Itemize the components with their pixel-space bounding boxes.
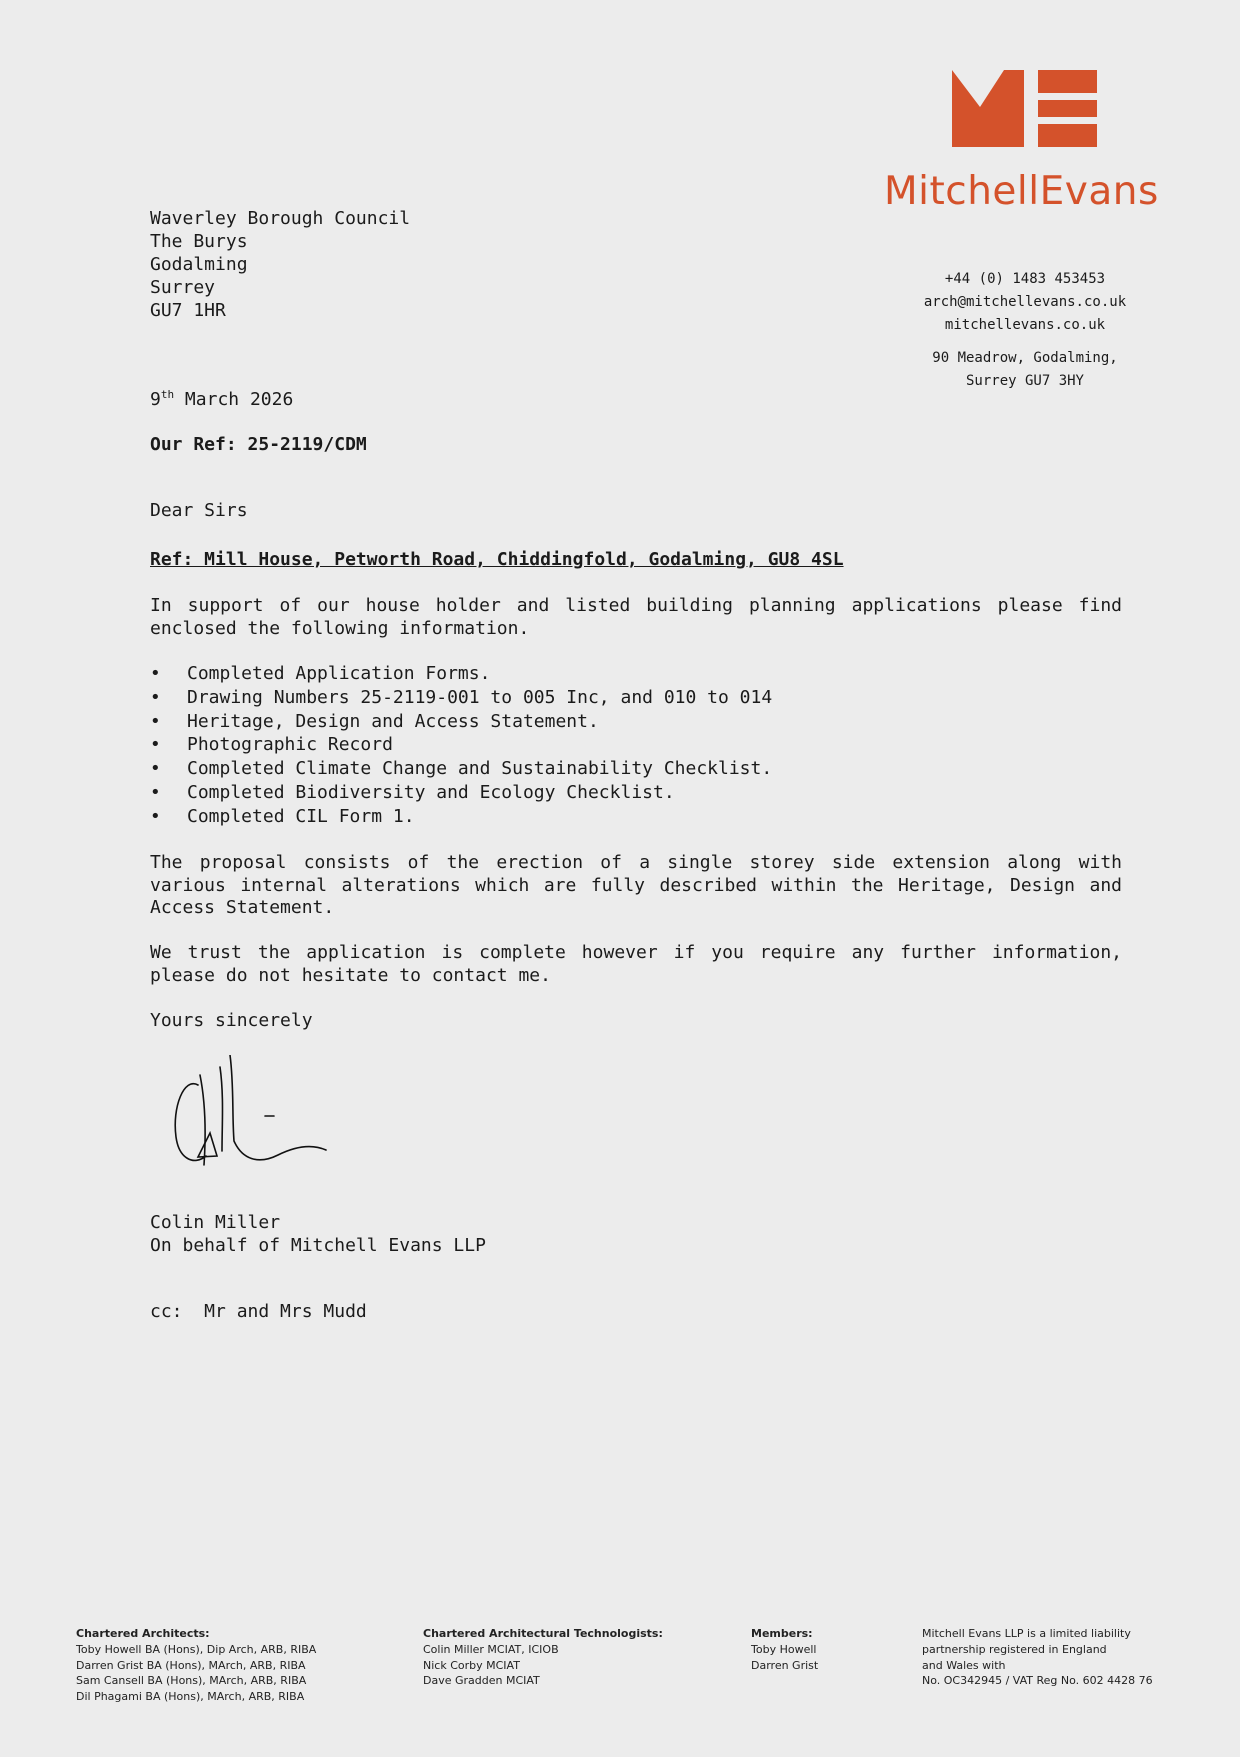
proposal-paragraph: The proposal consists of the erection of a single storey side extension along with various internal alterations which are fully described within the Heritage, Design and Access Statement. [150, 852, 1122, 918]
signer-name: Colin Miller [150, 1212, 281, 1233]
date-month-year: March 2026 [174, 389, 294, 410]
footer-members [751, 1626, 818, 1673]
list-item: • Completed Biodiversity and Ecology Checklist. [150, 781, 772, 805]
contact-email: arch@mitchellevans.co.uk [923, 294, 1127, 310]
salutation: Dear Sirs [150, 500, 248, 521]
footer-line: Sam Cansell BA (Hons), MArch, ARB, RIBA [76, 1674, 307, 1688]
recipient-line: Waverley Borough Council [150, 208, 411, 229]
footer-technologists [423, 1626, 663, 1689]
footer-line: Mitchell Evans LLP is a limited liability [922, 1627, 1131, 1640]
footer-line: Colin Miller MCIAT, ICIOB [423, 1642, 559, 1656]
footer-heading: Chartered Architectural Technologists: [423, 1627, 663, 1640]
recipient-line: Godalming [150, 254, 248, 275]
footer-architects [76, 1626, 316, 1705]
contact-website: mitchellevans.co.uk [944, 317, 1106, 333]
recipient-line: The Burys [150, 231, 248, 252]
brand-wordmark: MitchellEvans [884, 169, 1159, 214]
list-item: • Completed CIL Form 1. [150, 805, 772, 829]
footer-heading: Chartered Architects: [76, 1627, 210, 1640]
contact-phone: +44 (0) 1483 453453 [944, 271, 1106, 287]
recipient-address [150, 207, 410, 322]
mitchell-evans-logo-icon [952, 70, 1097, 147]
footer-line: Toby Howell [751, 1642, 817, 1656]
recipient-line: Surrey [150, 277, 216, 298]
signer-role: On behalf of Mitchell Evans LLP [150, 1235, 486, 1256]
footer-company-info [922, 1626, 1172, 1689]
date-day: 9 [150, 389, 161, 410]
footer-line: partnership registered in England [922, 1642, 1107, 1656]
enclosures-list [150, 662, 772, 829]
footer-line: Toby Howell BA (Hons), Dip Arch, ARB, RIBA [76, 1642, 317, 1656]
footer-line: Darren Grist [751, 1658, 819, 1672]
cc-line: cc: Mr and Mrs Mudd [150, 1301, 367, 1322]
closing-paragraph: We trust the application is complete however if you require any further information, please do not hesitate to contact me. [150, 942, 1122, 986]
footer-heading: Members: [751, 1627, 813, 1640]
footer-line: No. OC342945 / VAT Reg No. 602 4428 76 [922, 1674, 1153, 1688]
date-suffix: th [160, 388, 175, 401]
footer-line: Dil Phagami BA (Hons), MArch, ARB, RIBA [76, 1690, 305, 1704]
list-item: • Drawing Numbers 25-2119-001 to 005 Inc, and 010 to 014 [150, 686, 772, 710]
valediction: Yours sincerely [150, 1010, 313, 1031]
signer-block [150, 1211, 486, 1257]
footer-line: Nick Corby MCIAT [423, 1658, 520, 1672]
recipient-line: GU7 1HR [150, 300, 226, 321]
footer-line: Dave Gradden MCIAT [423, 1674, 540, 1688]
contact-address-line-1: 90 Meadrow, Godalming, [932, 350, 1118, 366]
our-reference: Our Ref: 25-2119/CDM [150, 434, 367, 455]
contact-address-line-2: Surrey GU7 3HY [965, 373, 1084, 389]
footer-line: Darren Grist BA (Hons), MArch, ARB, RIBA [76, 1658, 306, 1672]
intro-paragraph: In support of our house holder and listed building planning applications please find enclosed the following information. [150, 595, 1122, 639]
list-item: • Completed Application Forms. [150, 662, 772, 686]
letter-date [150, 388, 293, 410]
list-item: • Completed Climate Change and Sustainability Checklist. [150, 757, 772, 781]
signature-image [170, 1055, 340, 1175]
contact-block [880, 268, 1170, 393]
subject-line: Ref: Mill House, Petworth Road, Chiddingfold, Godalming, GU8 4SL [150, 549, 844, 570]
list-item: • Heritage, Design and Access Statement. [150, 710, 772, 734]
list-item: • Photographic Record [150, 733, 772, 757]
footer-line: and Wales with [922, 1658, 1006, 1672]
